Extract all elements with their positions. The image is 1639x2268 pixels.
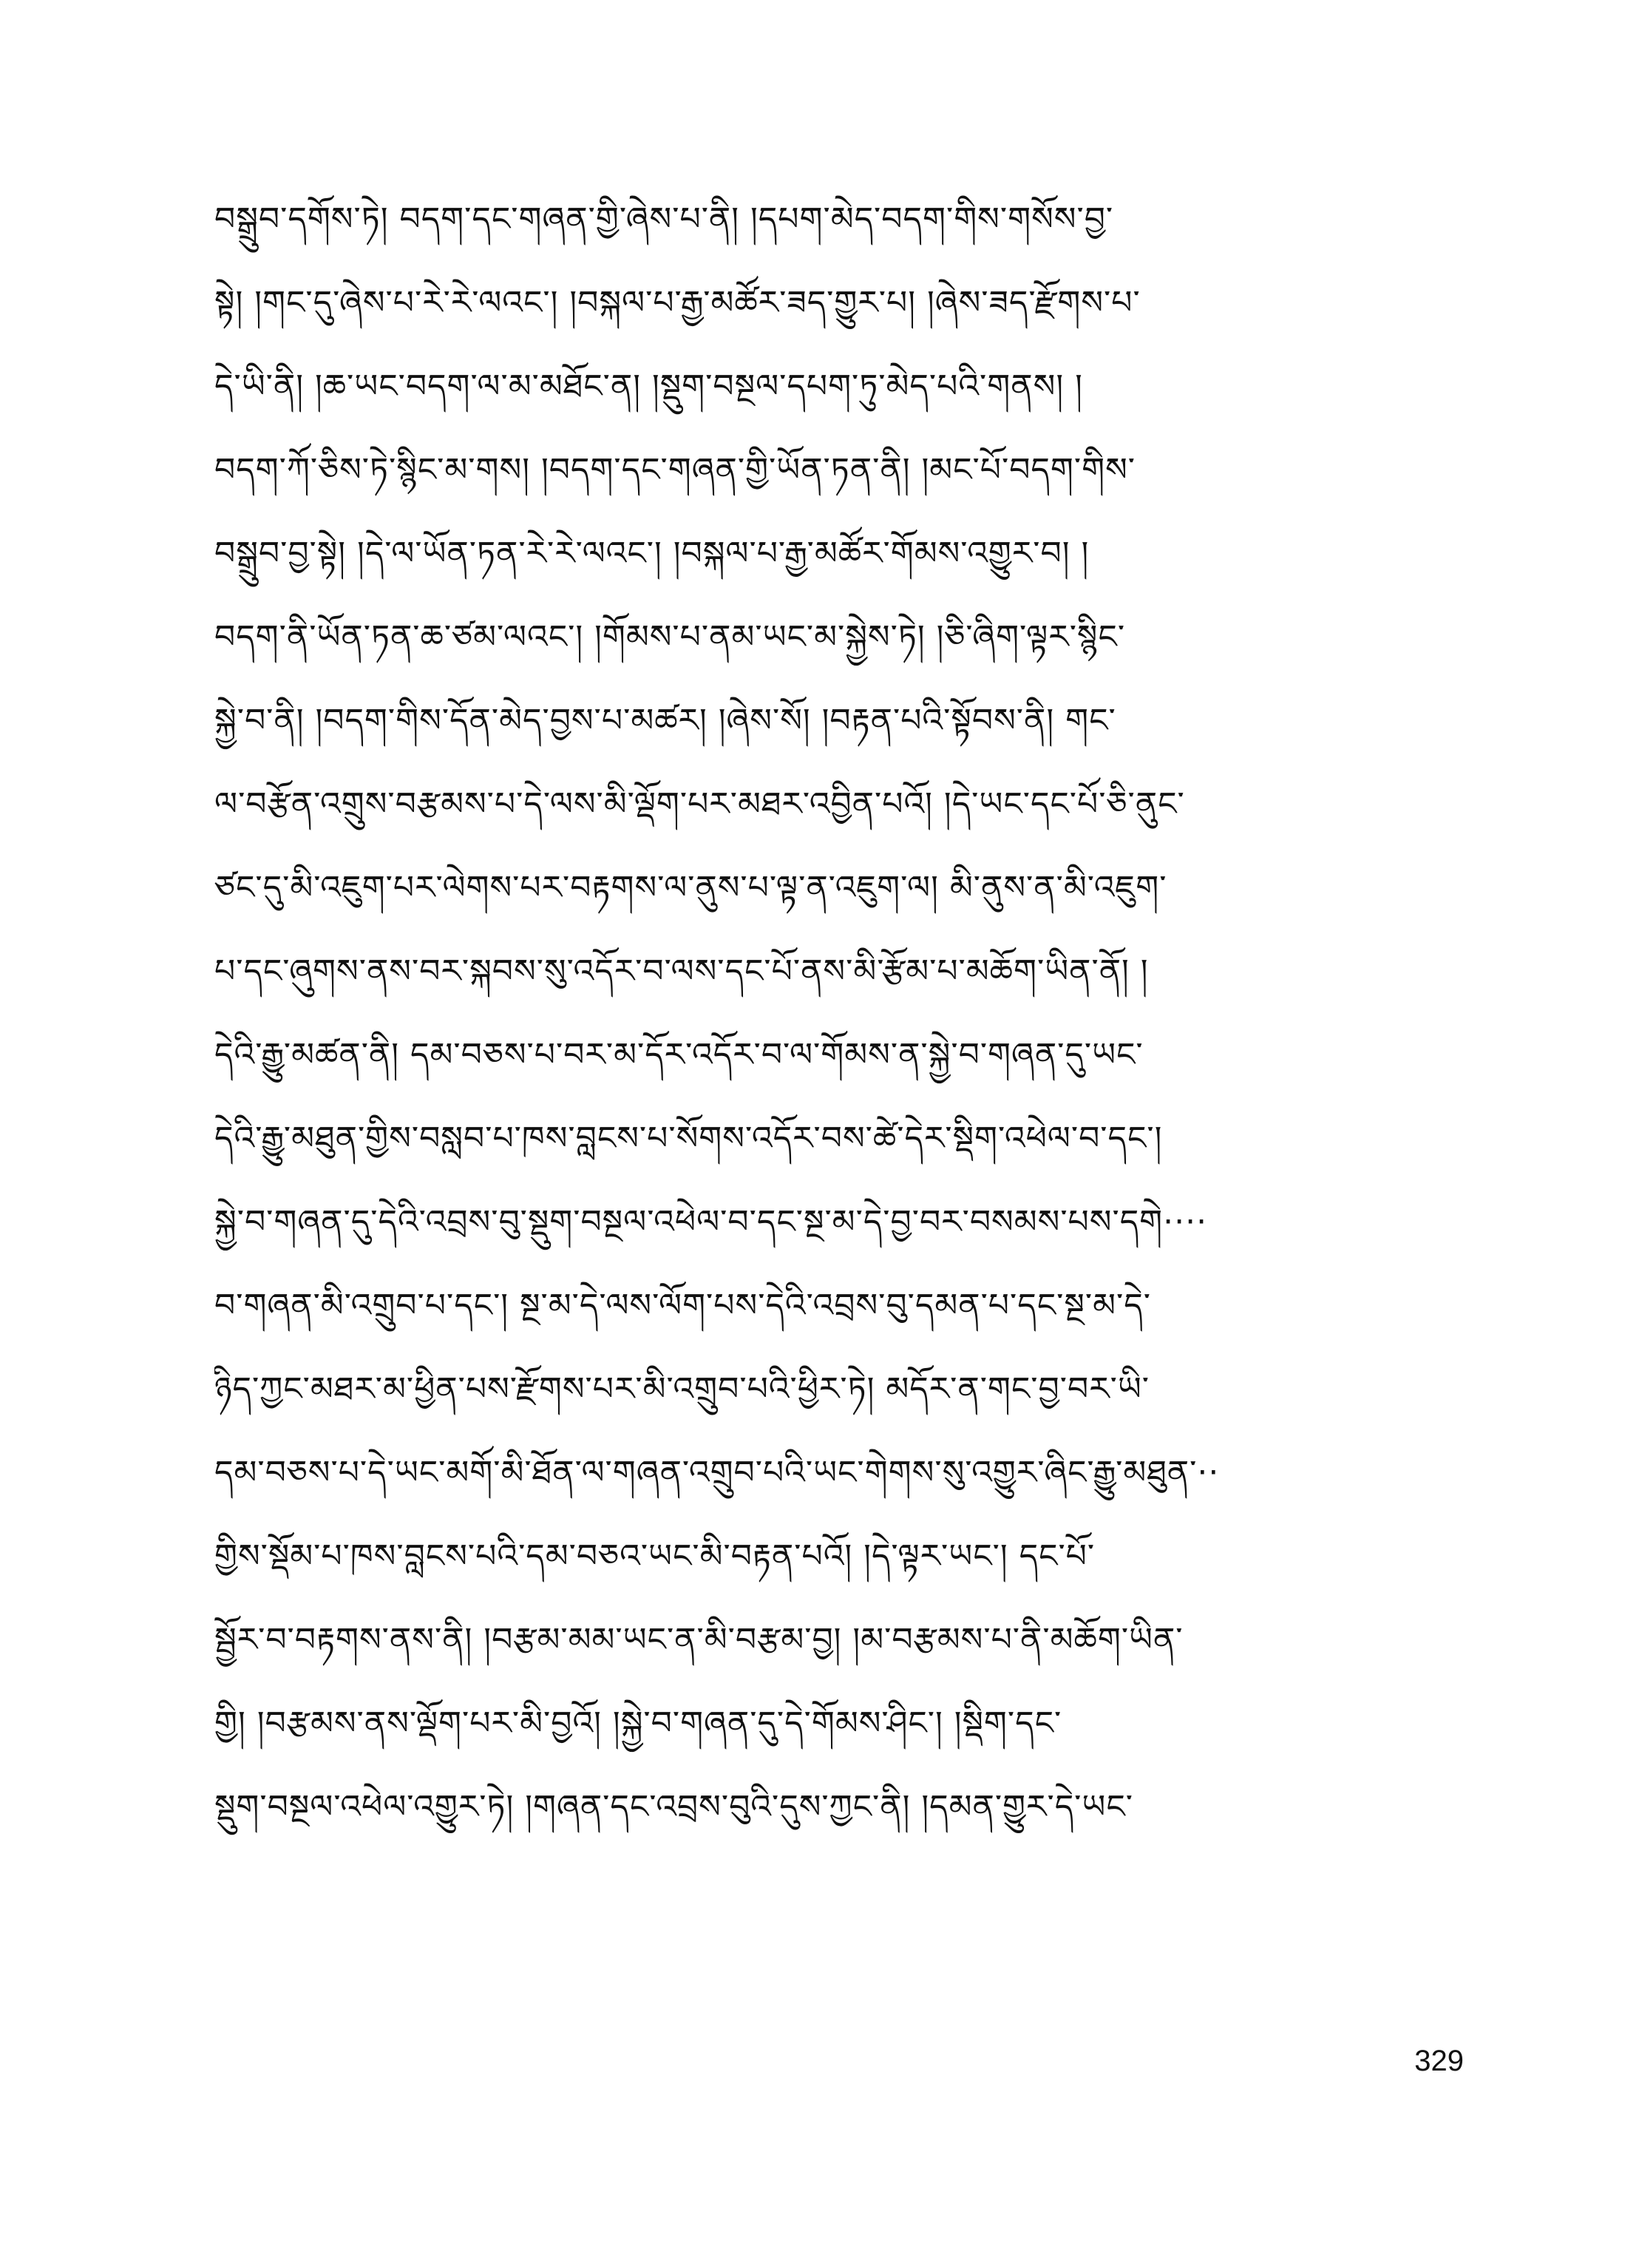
text-line: བསྒྲུབ་དགོས་ཏེ། བདག་དང་གཞན་གྱི་ཞེས་པ་ནི། །དཔག་མེད་བདག་གིས་གསོས་བྱ་	[214, 200, 1114, 238]
text-line: བསྒྲུབ་བྱ་སྟེ། །དེ་ལ་ཡོན་ཏན་རེ་རེ་ལའང་། །བསྐལ་པ་རྒྱ་མཚོར་གོམས་འགྱུར་བ། །	[214, 535, 1090, 572]
text-line: བདག་ནི་ཡོན་ཏན་ཆ་ཙམ་ལའང་། །གོམས་པ་ནམ་ཡང་མ་སྐྱེས་ཏེ། །ཅི་ཞིག་ལྟར་སྙིང་	[214, 618, 1126, 656]
text-line: བདག་ཀོ་ཅིས་ཏེ་སྙིང་མ་གས། །བདག་དང་གཞན་གྱི་ཡོན་ཏན་ནི། །མང་པོ་བདག་གིས་	[214, 451, 1136, 489]
text-line: ཉིད་ཀྱང་མཐར་མ་ཕྱིན་པས་རྫོགས་པར་མི་འགྲུབ་པའི་ཕྱིར་ཏེ། མདོར་ན་གང་བྱ་བར་ཡི་	[214, 1370, 1150, 1408]
text-line: གྱི། །བརྩམས་ནས་ལྡོག་པར་མི་བྱའོ། །སྐྱེ་བ་གཞན་དུ་དེ་གོམས་ཤིང་། །སྡིག་དང་	[214, 1705, 1062, 1742]
text-line: དེ་ཡི་ནི། །ཆ་ཡང་བདག་ལ་མ་མཐོང་ན། །སྡུག་བསྔལ་དཔག་ཏུ་མེད་པའི་གནས། །	[214, 368, 1083, 405]
text-line: སྦྱོར་བ་བརྟགས་ནས་ནི། །བརྩམ་མམ་ཡང་ན་མི་བརྩམ་བྱ། །མ་བརྩམས་པ་ནི་མཆོག་ཡིན་	[214, 1621, 1184, 1659]
text-line: ལ་བརྩོན་འགྲུས་བརྩམས་པ་དེ་ལས་མི་ལྡོག་པར་མཐར་འབྱིན་པའོ། །དེ་ཡང་དང་པོ་ཅི་ནུང་	[214, 785, 1185, 823]
text-line: བ་གཞན་མི་འགྲུབ་པ་དང་། སྔ་མ་དེ་ལས་ལོག་པས་དེའི་འབྲས་བུ་དམན་པ་དང་སྔ་མ་དེ་	[214, 1287, 1151, 1324]
text-line: སྟེ། །གང་དུ་ཞེས་པ་རེ་རེ་ལའང་། །བསྐལ་པ་རྒྱ་མཚོར་ཟད་གྱུར་པ། །ཞེས་ཟད་རྫོགས་པ་	[214, 284, 1141, 322]
text-line: གྱིས་སྡོམ་པ་ཁས་བླངས་པའི་དམ་བཅའ་ཡང་མི་བརྟན་པའོ། །དེ་ལྟར་ཡང་། དང་པོ་	[214, 1537, 1096, 1575]
text-line: སྐྱེ་བ་ནི། །བདག་གིས་དོན་མེད་བྱས་པ་མཚར། །ཞེས་སོ། །བརྟན་པའི་སྟོབས་ནི། གང་	[214, 702, 1116, 739]
text-line: ཙང་དུ་མི་འཇུག་པར་ལེགས་པར་བརྟགས་ལ་ནུས་པ་ལྟ་ན་འཇུག་ལ། མི་ནུས་ན་མི་འཇུག་	[214, 869, 1167, 907]
text-line: དམ་བཅས་པ་དེ་ཡང་མགོ་མི་ཐོན་ལ་གཞན་འགྲུབ་པའི་ཡང་གེགས་སུ་འགྱུར་ཞིང་རྒྱུ་མཐུན་··	[214, 1454, 1220, 1492]
page-number: 329	[1414, 2045, 1464, 2077]
text-line: སྐྱེ་བ་གཞན་དུ་དེའི་འབྲས་བུ་སྡུག་བསྔལ་འཕེལ་བ་དང་སྔ་མ་དེ་བྱ་བར་བསམས་པས་དགེ····	[214, 1203, 1208, 1241]
text-line: དེའི་རྒྱུ་མཚན་ནི། དམ་བཅས་པ་བར་མ་དོར་འདོར་བ་ལ་གོམས་ན་སྐྱེ་བ་གཞན་དུ་ཡང་	[214, 1036, 1144, 1074]
text-line: པ་དང་ཞུགས་ནས་བར་སྐབས་སུ་འདོར་བ་ལས་དང་པོ་ནས་མི་རྩོམ་པ་མཆོག་ཡིན་ནོ། །	[214, 952, 1149, 990]
text-line: དེའི་རྒྱུ་མཐུན་གྱིས་བསླབ་པ་ཁས་བླངས་པ་སོགས་འདོར་བས་ཚེ་དེར་སྡིག་འཕེལ་བ་དང་།	[214, 1120, 1163, 1157]
body-text	[214, 177, 1456, 1849]
text-line: སྡུག་བསྔལ་འཕེལ་འགྱུར་ཏེ། །གཞན་དང་འབྲས་བུའི་དུས་ཀྱང་ནི། །དམན་གྱུར་དེ་ཡང་	[214, 1788, 1133, 1826]
